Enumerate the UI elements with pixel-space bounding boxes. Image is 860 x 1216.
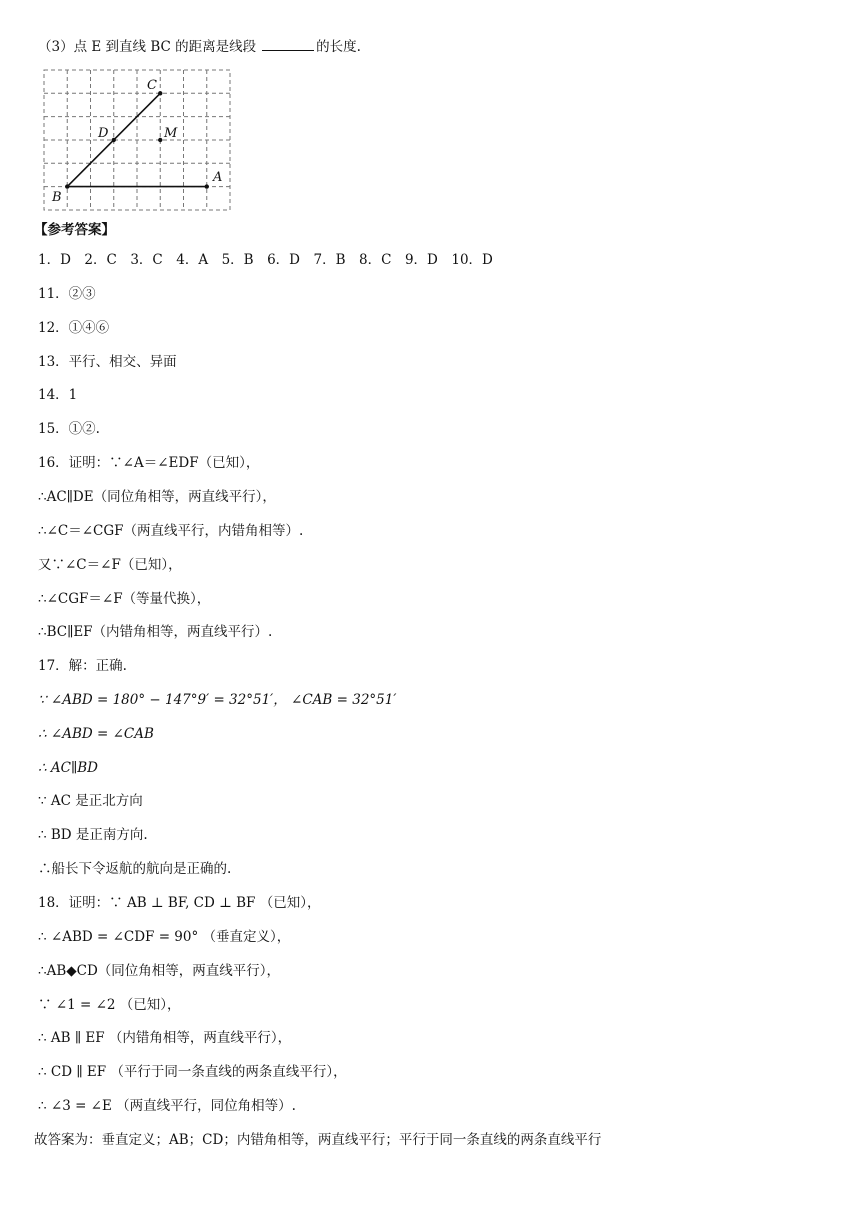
- answer-line: ∵ AC 是正北方向: [38, 793, 143, 809]
- label-c: C: [147, 78, 157, 93]
- answer-line: ∴ CD ∥ EF （平行于同一条直线的两条直线平行），: [38, 1064, 347, 1080]
- answer-line: ∴ ∠ABD = ∠CDF = 90° （垂直定义），: [38, 929, 291, 945]
- answer-line: ∴ ∠ABD = ∠CAB: [38, 726, 154, 742]
- point-m: [158, 138, 162, 142]
- question-3-prefix: （3）点 E 到直线 BC 的距离是线段: [38, 39, 257, 55]
- label-b: B: [52, 190, 62, 205]
- answers-heading: 【参考答案】: [34, 222, 115, 238]
- answer-line: 13．平行、相交、异面: [38, 354, 177, 370]
- answer-line: ∴∠CGF＝∠F（等量代换），: [38, 591, 211, 607]
- answer-blank: [262, 36, 314, 51]
- answer-line: ∴ AC∥BD: [38, 760, 98, 776]
- answer-line: ∴ ∠3 = ∠E （两直线平行，同位角相等）.: [38, 1098, 296, 1114]
- label-m: M: [164, 126, 178, 141]
- question-3: [38, 36, 361, 57]
- answer-line: 18．证明：∵ AB ⊥ BF, CD ⊥ BF （已知），: [38, 895, 321, 911]
- answer-line: 又∵∠C＝∠F（已知），: [38, 557, 182, 573]
- answer-line: ∴ BD 是正南方向.: [38, 827, 148, 843]
- point-b: [65, 184, 69, 188]
- answer-line: 17．解：正确.: [38, 658, 127, 674]
- answer-line: 故答案为：垂直定义；AB；CD；内错角相等，两直线平行；平行于同一条直线的两条直线平行: [34, 1132, 602, 1148]
- answer-line: ∴∠C＝∠CGF（两直线平行，内错角相等）.: [38, 523, 304, 539]
- point-c: [158, 91, 162, 95]
- answer-line: 12．①④⑥: [38, 320, 110, 336]
- label-a: A: [213, 170, 223, 185]
- label-d: D: [98, 126, 109, 141]
- answer-line: 14．1: [38, 387, 78, 403]
- answer-line: 16．证明：∵∠A＝∠EDF（已知），: [38, 455, 260, 471]
- answer-line: ∵ ∠ABD = 180° − 147°9′ = 32°51′， ∠CAB = 32°51′: [38, 692, 397, 708]
- answer-line: ∴AC∥DE（同位角相等，两直线平行），: [38, 489, 276, 505]
- point-a: [205, 184, 209, 188]
- answer-line: 1．D 2．C 3．C 4．A 5．B 6．D 7．B 8．C 9．D 10．D: [38, 252, 493, 268]
- answer-line: ∴ AB ∥ EF （内错角相等，两直线平行），: [38, 1030, 292, 1046]
- answer-line: 11．②③: [38, 286, 96, 302]
- grid-figure: [42, 68, 234, 218]
- answer-line: ∵ ∠1 = ∠2 （已知），: [38, 997, 181, 1013]
- answer-line: 15．①②.: [38, 421, 100, 437]
- question-3-suffix: 的长度.: [316, 39, 361, 55]
- geometry-diagram: [42, 68, 234, 214]
- point-d: [112, 138, 116, 142]
- grid-lines: [44, 70, 230, 210]
- answer-line: ∴AB◆CD（同位角相等，两直线平行），: [38, 963, 281, 979]
- answer-line: ∴船长下令返航的航向是正确的.: [38, 861, 232, 877]
- answer-line: ∴BC∥EF（内错角相等，两直线平行）.: [38, 624, 273, 640]
